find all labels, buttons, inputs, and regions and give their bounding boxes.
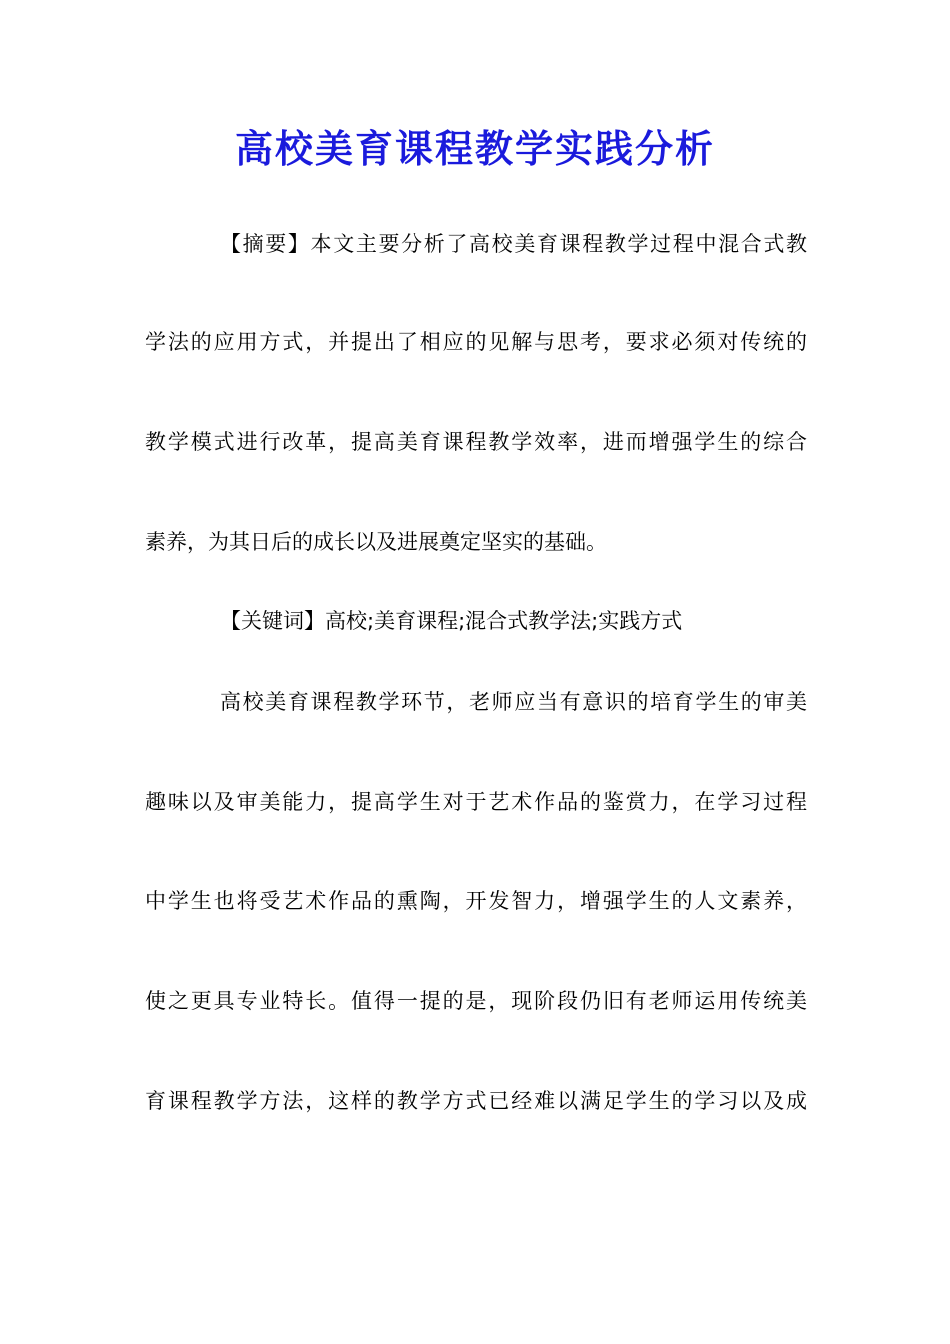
body-line-1: 高校美育课程教学环节，老师应当有意识的培育学生的审美	[220, 690, 807, 714]
abstract-line-1: 【摘要】本文主要分析了高校美育课程教学过程中混合式教	[220, 232, 807, 256]
abstract-line-4: 素养，为其日后的成长以及进展奠定坚实的基础。	[145, 530, 607, 554]
body-line-3: 中学生也将受艺术作品的熏陶，开发智力，增强学生的人文素养，	[145, 889, 807, 913]
body-line-5: 育课程教学方法，这样的教学方式已经难以满足学生的学习以及成	[145, 1089, 807, 1113]
abstract-line-3: 教学模式进行改革，提高美育课程教学效率，进而增强学生的综合	[145, 430, 807, 454]
keywords-line: 【关键词】高校;美育课程;混合式教学法;实践方式	[220, 609, 683, 633]
body-line-4: 使之更具专业特长。值得一提的是，现阶段仍旧有老师运用传统美	[145, 989, 807, 1013]
abstract-line-2: 学法的应用方式，并提出了相应的见解与思考，要求必须对传统的	[145, 330, 807, 354]
document-title: 高校美育课程教学实践分析	[234, 126, 715, 171]
body-line-2: 趣味以及审美能力，提高学生对于艺术作品的鉴赏力，在学习过程	[145, 790, 807, 814]
